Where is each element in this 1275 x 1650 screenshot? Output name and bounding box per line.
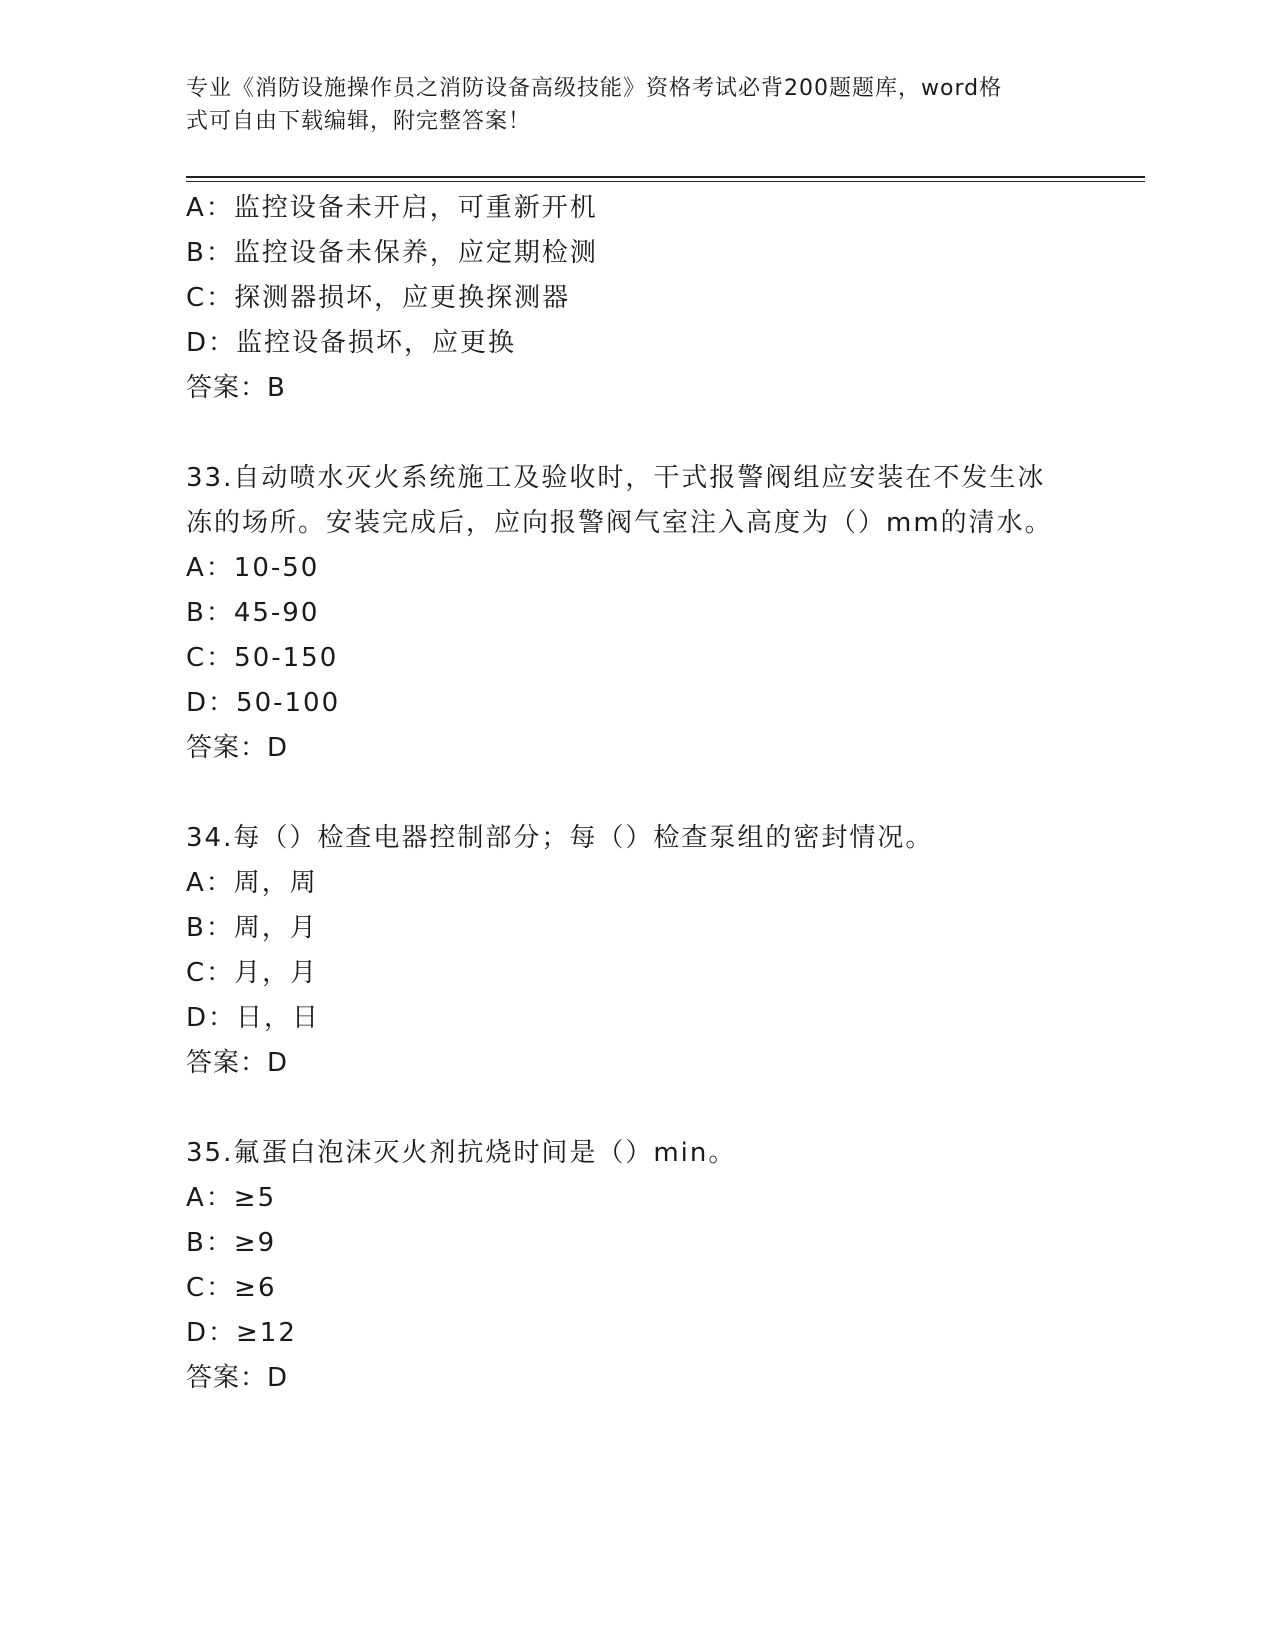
- option-d: D：50-100: [186, 688, 341, 718]
- spacer: [186, 771, 1086, 816]
- question-list: [186, 186, 1086, 1401]
- question-block: [186, 186, 1086, 411]
- header-title-line-2: 式可自由下载编辑，附完整答案！: [186, 109, 532, 134]
- option-a: A：监控设备未开启，可重新开机: [186, 193, 598, 223]
- question-stem: 35.氟蛋白泡沫灭火剂抗烧时间是（）min。: [186, 1138, 737, 1168]
- answer-line: 答案：D: [186, 1048, 289, 1078]
- question-block: [186, 816, 1086, 1086]
- option-d: D：日，日: [186, 1003, 321, 1033]
- answer-line: 答案：B: [186, 373, 286, 403]
- question-block: [186, 456, 1086, 771]
- header-title-line-1: 专业《消防设施操作员之消防设备高级技能》资格考试必背200题题库，word格: [186, 76, 1003, 101]
- header-divider: [186, 176, 1145, 182]
- option-c: C：50-150: [186, 643, 339, 673]
- option-d: D：监控设备损坏，应更换: [186, 328, 517, 358]
- option-c: C：月，月: [186, 958, 319, 988]
- option-b: B：周，月: [186, 913, 318, 943]
- question-block: [186, 1131, 1086, 1401]
- option-a: A：≥5: [186, 1183, 277, 1213]
- option-b: B：监控设备未保养，应定期检测: [186, 238, 598, 268]
- option-c: C：≥6: [186, 1273, 277, 1303]
- question-stem: 34.每（）检查电器控制部分；每（）检查泵组的密封情况。: [186, 823, 934, 853]
- answer-line: 答案：D: [186, 733, 289, 763]
- document-header: [186, 72, 1086, 138]
- spacer: [186, 1086, 1086, 1131]
- question-stem: 33.自动喷水灭火系统施工及验收时，干式报警阀组应安装在不发生冰冻的场所。安装完成后，应向报警阀气室注入高度为（）mm的清水。: [186, 463, 1053, 538]
- option-c: C：探测器损坏，应更换探测器: [186, 283, 571, 313]
- option-b: B：≥9: [186, 1228, 277, 1258]
- option-b: B：45-90: [186, 598, 320, 628]
- spacer: [186, 411, 1086, 456]
- option-a: A：周，周: [186, 868, 318, 898]
- answer-line: 答案：D: [186, 1363, 289, 1393]
- option-d: D：≥12: [186, 1318, 297, 1348]
- option-a: A：10-50: [186, 553, 320, 583]
